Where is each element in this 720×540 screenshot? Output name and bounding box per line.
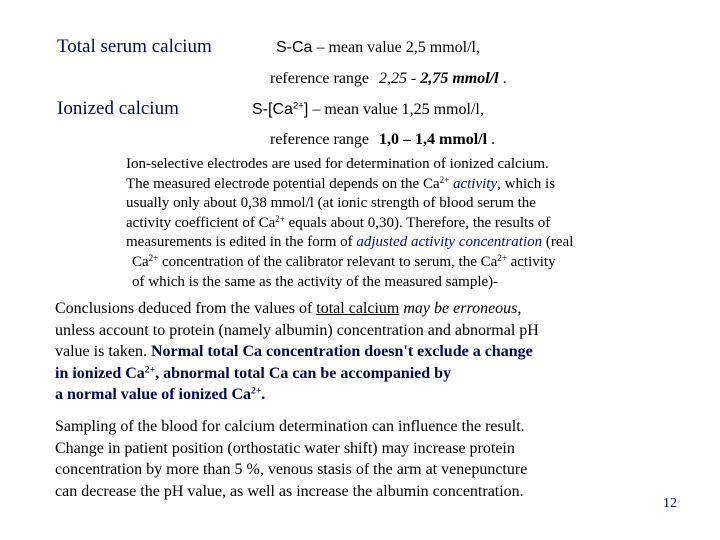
total-calcium-ref-high: 2,75 mmol/l: [420, 70, 499, 87]
sampling-line-2: Change in patient position (orthostatic water shift) may increase protein: [55, 439, 515, 457]
conclusions-line-2: unless account to protein (namely albumin) concentration and abnormal pH: [55, 321, 539, 339]
ionized-calcium-title: Ionized calcium: [57, 98, 179, 119]
conclusions-line-4: in ionized $Ca^{2+}$, abnormal total Ca can be accompanied by: [55, 364, 452, 382]
sampling-line-3: concentration by more than 5 %, venous stasis of the arm at venepuncture: [55, 461, 528, 478]
ionized-calcium-symbol: $S-[Ca^{2+}]$: [252, 100, 309, 118]
ionized-calcium-line: [252, 101, 484, 119]
sampling-line-4: can decrease the pH value, as well as increase the albumin concentration.: [55, 482, 524, 500]
conclusions-paragraph: [55, 298, 539, 406]
note-line-7: of which is the same as the activity of the measured sample)-: [132, 273, 499, 290]
page-number: 12: [663, 496, 677, 511]
total-calcium-line: [276, 39, 480, 57]
conclusions-line-3: value is taken. Normal total Ca concentration doesn't exclude a change: [55, 343, 533, 360]
note-line-2: The measured electrode potential depends on the $Ca^{2+}$ activity, which is: [126, 174, 556, 192]
total-calcium-ref-label: reference range: [270, 70, 370, 87]
ionized-calcium-ref-end: .: [487, 131, 496, 148]
note-line-6: $Ca^{2+}$ concentration of the calibrator relevant to serum, the $Ca^{2+}$ activity: [132, 253, 556, 270]
ion-selective-note: [126, 155, 573, 292]
note-line-1: Ion-selective electrodes are used for determination of ionized calcium.: [126, 156, 549, 172]
ionized-calcium-ref-value: 1,0 – 1,4 mmol/l: [379, 131, 488, 148]
total-calcium-title: Total serum calcium: [57, 36, 212, 57]
ionized-calcium-reference: [270, 131, 495, 149]
conclusions-line-5: a normal value of ionized $Ca^{2+}$.: [55, 385, 266, 403]
ionized-calcium-desc: – mean value 1,25 mmol/l,: [312, 101, 484, 118]
total-calcium-symbol: S-Ca: [276, 39, 313, 56]
note-line-4: activity coefficient of $Ca^{2+}$ equals about 0,30). Therefore, the results of: [126, 213, 551, 231]
note-line-5: measurements is edited in the form of adjusted activity concentration (real: [126, 234, 574, 251]
total-calcium-reference: [270, 70, 507, 88]
conclusions-line-1: Conclusions deduced from the values of total calcium may be erroneous,: [55, 300, 522, 317]
note-line-3: usually only about 0,38 mmol/l (at ionic strength of blood serum the: [126, 195, 536, 212]
total-calcium-desc: – mean value 2,5 mmol/l,: [316, 39, 480, 56]
sampling-line-1: Sampling of the blood for calcium determination can influence the result.: [55, 418, 525, 435]
ionized-calcium-ref-label: reference range: [270, 131, 370, 148]
total-calcium-ref-end: .: [498, 70, 507, 87]
sampling-paragraph: [55, 416, 527, 502]
total-calcium-ref-low: 2,25 -: [379, 70, 421, 87]
